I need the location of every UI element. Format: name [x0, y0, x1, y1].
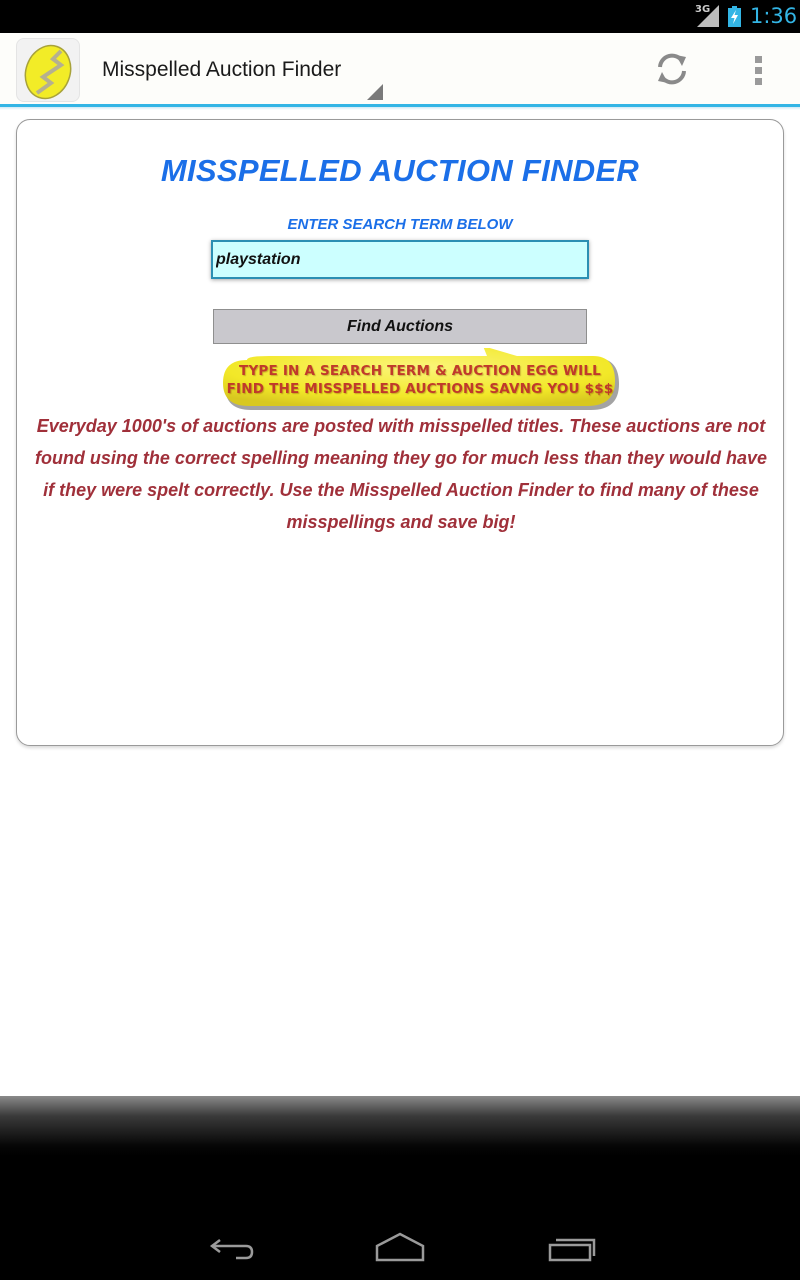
network-type: 3G [695, 4, 711, 15]
overflow-menu-icon[interactable] [748, 53, 768, 87]
tooltip-line-2: FIND THE MISSPELLED AUCTIONS SAVNG YOU $$$ [226, 381, 614, 397]
action-bar [0, 33, 800, 104]
home-icon[interactable] [372, 1232, 428, 1266]
action-bar-shadow [0, 107, 800, 110]
page-title: MISSPELLED AUCTION FINDER [160, 153, 640, 188]
app-title[interactable]: Misspelled Auction Finder [102, 58, 342, 81]
app-logo-egg-icon [17, 39, 79, 101]
content-card [16, 119, 784, 746]
back-icon[interactable] [202, 1232, 258, 1266]
tooltip-text [221, 362, 619, 398]
spinner-dropdown-icon[interactable] [367, 84, 383, 100]
signal-icon [695, 5, 721, 27]
recent-apps-icon[interactable] [544, 1232, 600, 1266]
status-bar [0, 0, 800, 33]
search-input[interactable] [211, 240, 589, 279]
tooltip-line-1: TYPE IN A SEARCH TERM & AUCTION EGG WILL [239, 363, 601, 379]
navigation-bar [0, 1096, 800, 1280]
app-logo[interactable] [16, 38, 80, 102]
find-auctions-button[interactable]: Find Auctions [213, 309, 587, 344]
description-text: Everyday 1000's of auctions are posted with misspelled titles. These auctions are not found using the correct spelling meaning they go for much less than they would have if they were spelt correctly. Use the Misspelled Auction Finder to find many of these misspellings and save big! [34, 416, 768, 532]
search-label: ENTER SEARCH TERM BELOW [287, 216, 513, 233]
battery-charging-icon [728, 6, 741, 27]
clock: 1:36 [750, 4, 798, 28]
refresh-icon[interactable] [652, 49, 692, 89]
